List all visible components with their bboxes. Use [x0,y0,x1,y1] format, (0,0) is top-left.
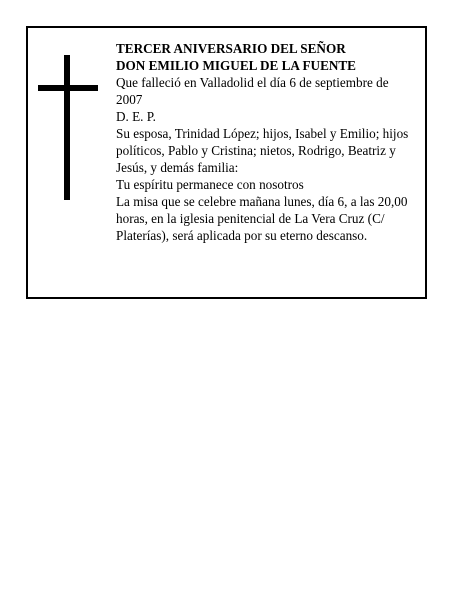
death-info: Que falleció en Valladolid el día 6 de septiembre de 2007 [116,75,389,107]
notice-text [116,40,418,244]
obituary-notice [26,26,427,299]
cross-vertical-bar [64,55,70,200]
cross-horizontal-bar [38,85,98,91]
latin-cross-icon [38,55,98,200]
heading-line-2: DON EMILIO MIGUEL DE LA FUENTE [116,58,356,73]
family-text: Su esposa, Trinidad López; hijos, Isabel y Emilio; hijos políticos, Pablo y Cristina; nietos, Rodrigo, Beatriz y Jesús, y demás familia: [116,126,409,175]
heading-line-1: TERCER ANIVERSARIO DEL SEÑOR [116,41,346,56]
rip-text: D. E. P. [116,109,156,124]
dedication-text: Tu espíritu permanece con nosotros [116,177,304,192]
mass-info: La misa que se celebre mañana lunes, día 6, a las 20,00 horas, en la iglesia penitencial de La Vera Cruz (C/ Platerías), será aplicada por su eterno descanso. [116,194,408,243]
